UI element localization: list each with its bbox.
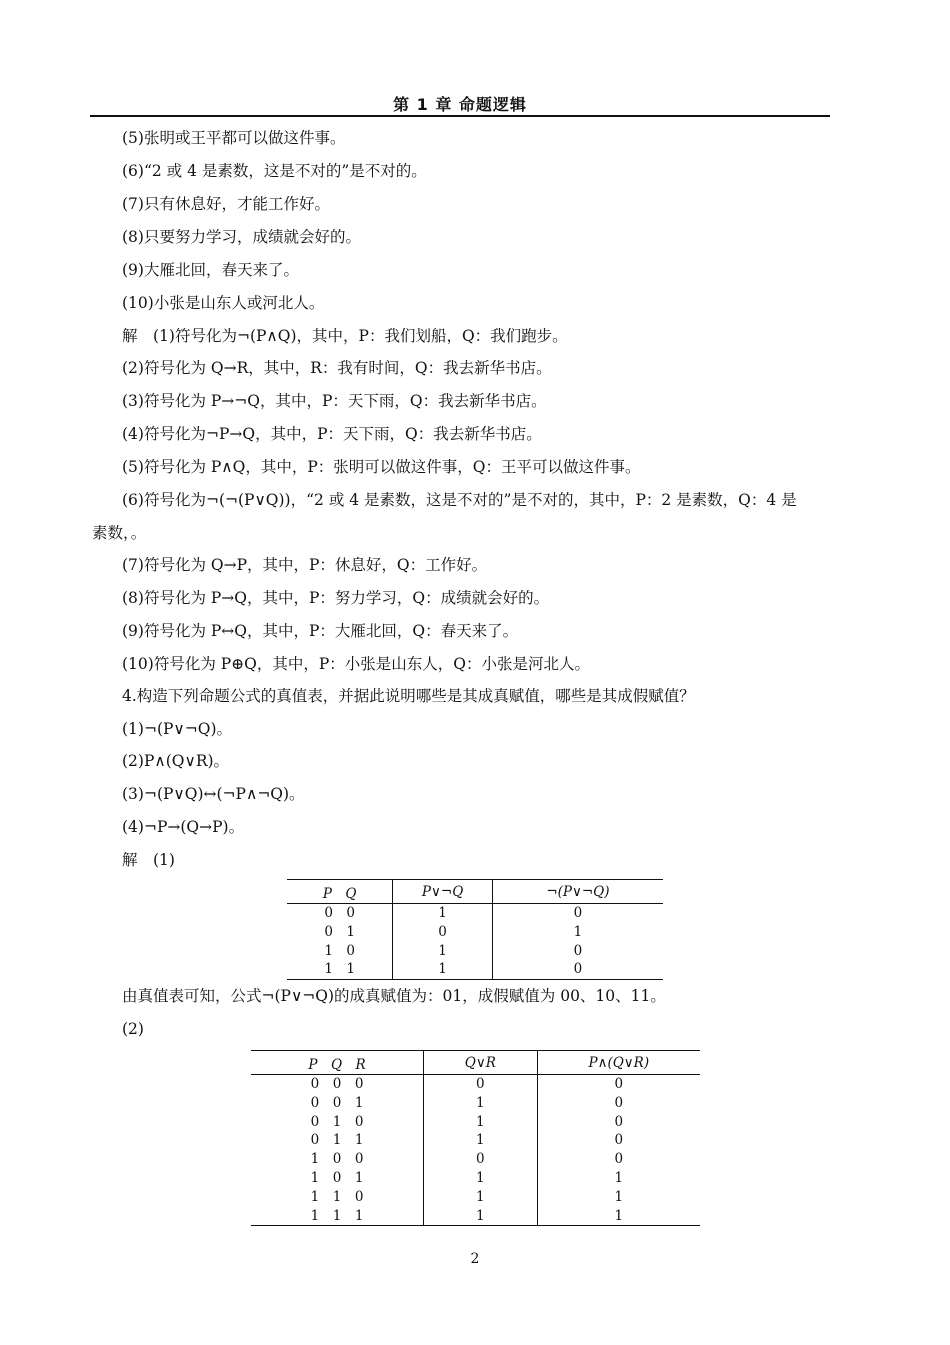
table-header: P∧(Q∨R) bbox=[537, 1051, 700, 1075]
table-cell: 1 1 bbox=[287, 960, 393, 979]
table-cell: 1 bbox=[424, 1188, 538, 1207]
question-line: (6)“2 或 4 是素数，这是不对的”是不对的。 bbox=[122, 162, 427, 180]
table-cell: 0 bbox=[614, 1094, 624, 1111]
table-cell: 1 bbox=[424, 1094, 538, 1113]
table-cell: 1 bbox=[424, 1131, 538, 1150]
table-header: P Q R bbox=[251, 1051, 424, 1075]
table-row bbox=[287, 960, 663, 979]
table-cell: 1 bbox=[573, 923, 583, 940]
question-line: (5)张明或王平都可以做这件事。 bbox=[122, 129, 346, 147]
exercise-item: (4)¬P→(Q→P)。 bbox=[122, 818, 245, 836]
exercise-4-prompt: 4.构造下列命题公式的真值表，并据此说明哪些是其成真赋值，哪些是其成假赋值？ bbox=[122, 687, 695, 705]
table-cell: 0 bbox=[614, 1151, 624, 1168]
table-cell: 1 0 1 bbox=[251, 1169, 424, 1188]
table-header: Q∨R bbox=[424, 1051, 538, 1075]
table-row bbox=[251, 1113, 700, 1132]
exercise-item: (1)¬(P∨¬Q)。 bbox=[122, 720, 233, 738]
table-header: ¬(P∨¬Q) bbox=[492, 880, 663, 904]
table-cell: 1 1 1 bbox=[251, 1207, 424, 1226]
table-cell: 0 bbox=[424, 1075, 538, 1094]
answer-line: (3)符号化为 P→¬Q，其中，P：天下雨，Q：我去新华书店。 bbox=[122, 392, 547, 410]
table-cell: 0 bbox=[614, 1132, 624, 1149]
table-cell: 0 1 bbox=[287, 923, 393, 942]
answer-line: (9)符号化为 P↔Q，其中，P：大雁北回，Q：春天来了。 bbox=[122, 622, 519, 640]
table-cell: 0 bbox=[492, 960, 663, 979]
question-line: (9)大雁北回，春天来了。 bbox=[122, 261, 299, 279]
table-header: P Q bbox=[287, 880, 393, 904]
table-cell: 0 1 1 bbox=[251, 1131, 424, 1150]
header-rule bbox=[90, 115, 830, 117]
table-header: P∨¬Q bbox=[393, 880, 493, 904]
table-cell: 0 0 bbox=[287, 904, 393, 923]
answer-line: (5)符号化为 P∧Q，其中，P：张明可以做这件事，Q：王平可以做这件事。 bbox=[122, 458, 641, 476]
table-cell: 0 1 0 bbox=[251, 1113, 424, 1132]
page-number: 2 bbox=[470, 1251, 480, 1267]
answer-line: (8)符号化为 P→Q，其中，P：努力学习，Q：成绩就会好的。 bbox=[122, 589, 550, 607]
answer-line-continuation: 素数，。 bbox=[92, 524, 147, 542]
table-cell: 0 bbox=[424, 1150, 538, 1169]
table-cell: 1 bbox=[614, 1188, 624, 1205]
table-row bbox=[287, 942, 663, 961]
table-cell: 0 0 1 bbox=[251, 1094, 424, 1113]
running-header: 第 1 章 命题逻辑 bbox=[393, 95, 527, 114]
exercise-item: (2)P∧(Q∨R)。 bbox=[122, 752, 230, 770]
table-cell: 1 bbox=[393, 904, 493, 923]
answer-line: 解 (1)符号化为¬(P∧Q)，其中，P：我们划船，Q：我们跑步。 bbox=[122, 327, 568, 345]
table-cell: 1 1 0 bbox=[251, 1188, 424, 1207]
table-cell: 1 bbox=[393, 942, 493, 961]
answer-line: (7)符号化为 Q→P，其中，P：休息好，Q：工作好。 bbox=[122, 556, 488, 574]
table-row bbox=[251, 1188, 700, 1207]
table-cell: 0 bbox=[614, 1113, 624, 1130]
truth-table-2 bbox=[251, 1050, 700, 1226]
solution-label: (2) bbox=[122, 1020, 144, 1038]
answer-line: (6)符号化为¬(¬(P∨Q))，“2 或 4 是素数，这是不对的”是不对的，其中，P：2 是素数，Q：4 是 bbox=[122, 491, 797, 509]
truth-table-1 bbox=[287, 879, 663, 980]
table-cell: 0 bbox=[573, 905, 583, 921]
table-row bbox=[251, 1150, 700, 1169]
table-row bbox=[287, 904, 663, 923]
table1-conclusion: 由真值表可知，公式¬(P∨¬Q)的成真赋值为：01，成假赋值为 00、10、11。 bbox=[122, 987, 666, 1005]
table-cell: 0 bbox=[573, 942, 583, 959]
answer-line: (10)符号化为 P⊕Q，其中，P：小张是山东人，Q：小张是河北人。 bbox=[122, 655, 591, 673]
table-row bbox=[251, 1169, 700, 1188]
table-cell: 1 bbox=[424, 1169, 538, 1188]
answer-line: (4)符号化为¬P→Q，其中，P：天下雨，Q：我去新华书店。 bbox=[122, 425, 542, 443]
table-row bbox=[287, 923, 663, 942]
table-row bbox=[251, 1131, 700, 1150]
table-cell: 0 bbox=[393, 923, 493, 942]
table-cell: 1 bbox=[393, 960, 493, 979]
question-line: (10)小张是山东人或河北人。 bbox=[122, 294, 325, 312]
table-row bbox=[251, 1075, 700, 1094]
table-cell: 1 bbox=[537, 1207, 700, 1226]
table-cell: 1 0 0 bbox=[251, 1150, 424, 1169]
question-line: (8)只要努力学习，成绩就会好的。 bbox=[122, 228, 361, 246]
table-cell: 0 bbox=[614, 1076, 624, 1092]
table-cell: 1 bbox=[424, 1113, 538, 1132]
exercise-item: (3)¬(P∨Q)↔(¬P∧¬Q)。 bbox=[122, 785, 305, 803]
table-cell: 1 bbox=[424, 1207, 538, 1226]
table-cell: 1 0 bbox=[287, 942, 393, 961]
solution-label: 解 (1) bbox=[122, 851, 175, 869]
answer-line: (2)符号化为 Q→R，其中，R：我有时间，Q：我去新华书店。 bbox=[122, 359, 552, 377]
table-row bbox=[251, 1094, 700, 1113]
table-row bbox=[251, 1207, 700, 1226]
question-line: (7)只有休息好，才能工作好。 bbox=[122, 195, 330, 213]
table-cell: 1 bbox=[614, 1169, 624, 1186]
table-cell: 0 0 0 bbox=[251, 1075, 424, 1094]
